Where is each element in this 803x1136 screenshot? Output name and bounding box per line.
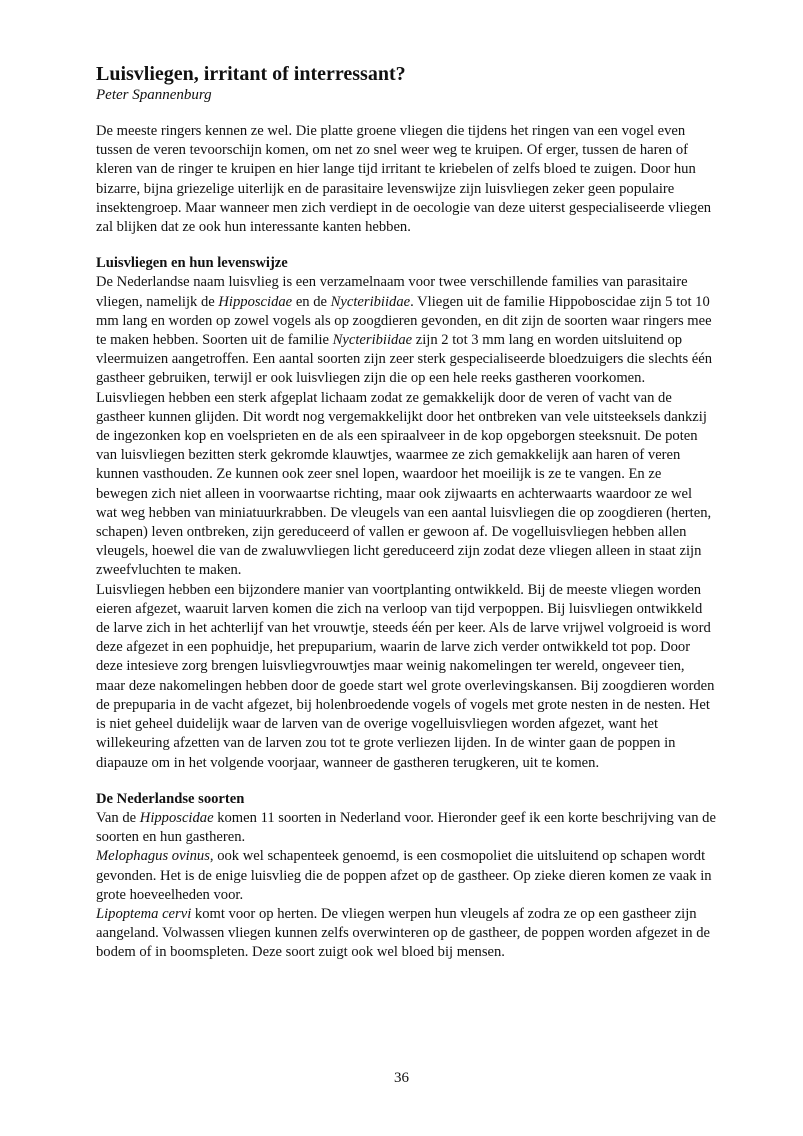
paragraph-species-intro [96, 809, 716, 847]
species-name: Lipoptema cervi [96, 905, 192, 922]
paragraph-families [96, 273, 716, 388]
section-heading-soorten: De Nederlandse soorten [96, 790, 245, 807]
family-name-hipposcidae: Hipposcidae [218, 293, 293, 310]
paragraph-reproduction: Luisvliegen hebben een bijzondere manier van voortplanting ontwikkeld. Bij de meeste vliegen worden eieren afgezet, waaruit larven komen die zich na verloop van tijd verpoppen. Bij luisvliegen ontwikkeld de larve zich in het achterlijf van het vrouwtje, steeds één per keer. Als de larve vrijwel volgroeid is word deze afgezet in een pophuidje, het prepuparium, waarin de larve zich verder ontwikkeld tot pop. Door deze intesieve zorg brengen luisvliegvrouwtjes maar weinig nakomelingen ter wereld, ongeveer tien, maar deze nakomelingen hebben door de goede start wel grote overlevingskansen. Bij zoogdieren worden de prepuparia in de vacht afgezet, bij holenbroedende vogels of vogels met grote nesten in de nesten. Het is niet geheel duidelijk waar de larven van de overige vogelluisvliegen worden afgezet, want het willekeuring afzetten van de larven zou tot te grote verliezen lijden. In de winter gaan de poppen in diapauze om in het volgende voorjaar, wanneer de gastheren terugkeren, uit te komen. [96, 581, 715, 771]
paragraph-body-shape: Luisvliegen hebben een sterk afgeplat lichaam zodat ze gemakkelijk door de veren of vacht van de gastheer kunnen glijden. Dit wordt nog vergemakkelijkt door het ontbreken van vele uitsteeksels dankzij de ingezonken kop en voelsprieten en de als een spiraalveer in de kop opgeborgen steeksnuit. De poten van luisvliegen bezitten sterk gekromde klauwtjes, waarmee ze zich gemakkelijk aan haren of veren kunnen vasthouden. Ze kunnen ook zeer snel lopen, waardoor het moeilijk is ze te vangen. En ze bewegen zich niet alleen in voorwaartse richting, maar ook zijwaarts en achterwaarts waardoor ze wel wat weg hebben van miniatuurkrabben. De vleugels van een aantal luisvliegen die op zoogdieren (herten, schapen) leven ontbreken, zijn gereduceerd of vallen er gewoon af. De vogelluisvliegen hebben allen vleugels, hoewel die van de zwaluwvliegen licht gereduceerd zijn zodat deze vliegen alleen in staat zijn zweefvluchten te maken. [96, 389, 712, 579]
section-heading-levenswijze: Luisvliegen en hun levenswijze [96, 255, 288, 272]
species-name: Melophagus ovinus [96, 848, 210, 865]
article-author: Peter Spannenburg [96, 87, 212, 103]
text-segment: De Nederlandse naam luisvlieg is een verzamelnaam voor twee verschillende families van parasitaire vliegen, namelijk de [96, 274, 688, 310]
article-title: Luisvliegen, irritant of interressant? [96, 63, 406, 85]
text-segment: zijn 2 tot 3 mm lang en worden uitsluitend op vleermuizen aangetroffen. Een aantal soorten zijn zeer sterk gespecialiseerde bloedzuigers die slechts één gastheer gebruiken, terwijl er ook luisvliegen zijn die op een hele reeks gastheren voorkomen. [96, 332, 713, 387]
text-segment: . Vliegen uit de familie Hippoboscidae zijn 5 tot 10 mm lang en worden op zowel vogels als op zoogdieren gevonden, en dit zijn de soorten waar ringers mee te maken hebben. Soorten uit de familie [96, 293, 712, 349]
paragraph-lipoptema [96, 905, 716, 963]
text-segment: Van de [96, 809, 140, 826]
text-segment: komt voor op herten. De vliegen werpen hun vleugels af zodra ze op een gastheer zijn aangeland. Volwassen vliegen kunnen zelfs overwinteren op de gastheer, de poppen worden afgezet in de bodem of in boomspleten. Deze soort zuigt ook wel bloed bij mensen. [96, 905, 711, 961]
text-segment: , ook wel schapenteek genoemd, is een cosmopoliet die uitsluitend op schapen wordt gevonden. Het is de enige luisvlieg die de poppen afzet op de gastheer. Op zieke dieren komen ze vaak in grote hoeveelheden voor. [96, 848, 712, 903]
family-name-nycteribiidae: Nycteribiidae [330, 293, 411, 310]
page-number: 36 [394, 1070, 409, 1086]
text-segment: komen 11 soorten in Nederland voor. Hieronder geef ik een korte beschrijving van de soorten en hun gastheren. [96, 809, 716, 846]
text-segment: en de [292, 293, 331, 310]
family-name-nycteribiidae: Nycteribiidae [332, 332, 413, 349]
article [96, 62, 716, 963]
family-name-hipposcidae: Hipposcidae [139, 809, 214, 826]
intro-paragraph: De meeste ringers kennen ze wel. Die platte groene vliegen die tijdens het ringen van een vogel even tussen de veren tevoorschijn komen, om net zo snel weer weg te kruipen. Of erger, tussen de haren of kleren van de ringer te kruipen en hier lange tijd irritant te kriebelen of zelfs bloed te zuigen. Door hun bizarre, bijna griezelige uiterlijk en de parasitaire levenswijze zijn luisvliegen zeker geen populaire insektengroep. Maar wanneer men zich verdiept in de oecologie van deze uiterst gespecialiseerde vliegen zal blijken dat ze ook hun interessante kanten hebben. [96, 123, 712, 236]
paragraph-melophagus [96, 847, 716, 905]
